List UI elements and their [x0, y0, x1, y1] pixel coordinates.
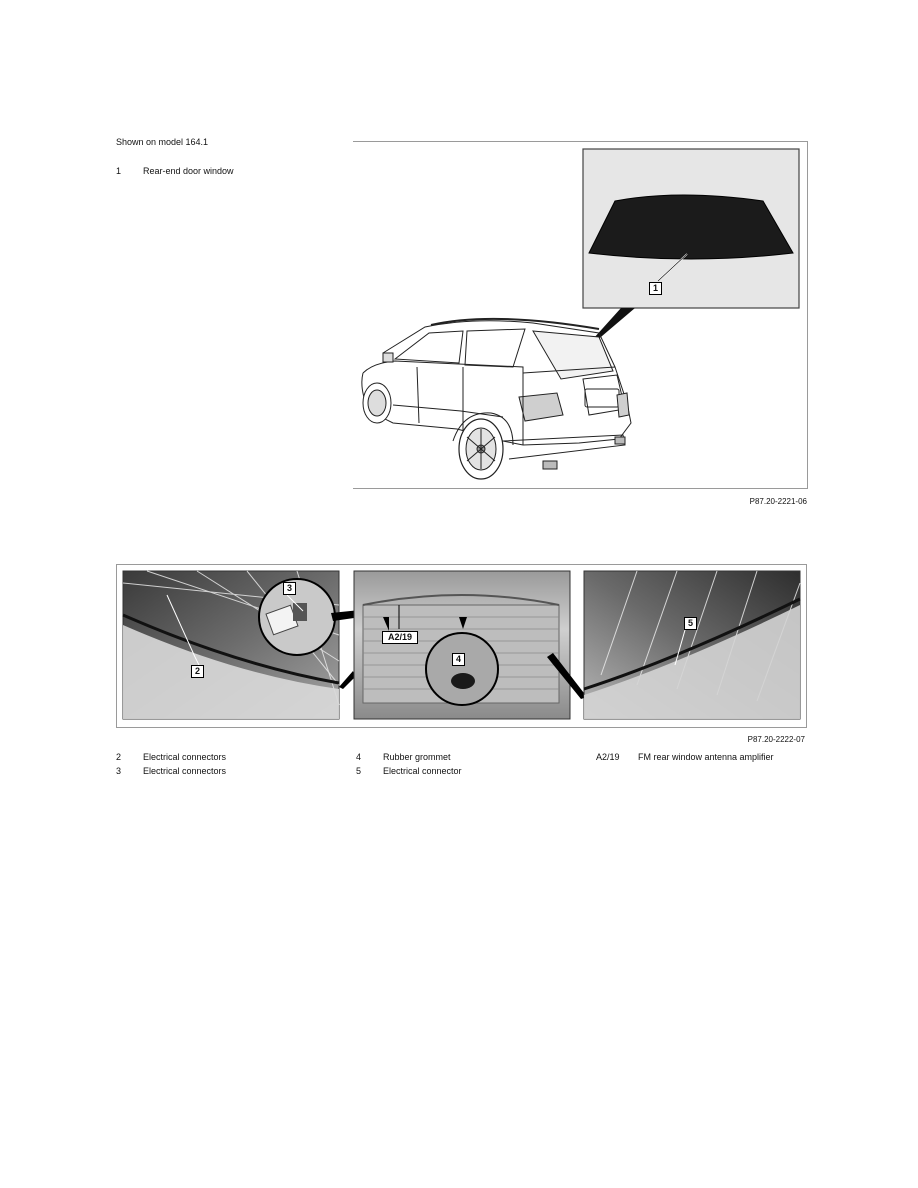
legend-item-number: A2/19: [596, 752, 620, 762]
legend-item-number: 1: [116, 166, 122, 176]
legend-item-text: Electrical connectors: [143, 766, 227, 776]
callout-3: 3: [283, 582, 296, 595]
callout-4: 4: [452, 653, 465, 666]
legend-item-text: FM rear window antenna amplifier: [638, 752, 774, 762]
figure-electrical-connectors: [116, 564, 807, 728]
photo-panel-right: [584, 571, 800, 719]
legend-item-text: Electrical connector: [383, 766, 462, 776]
callout-a2-19: A2/19: [382, 631, 418, 644]
figure-code: P87.20-2221-06: [749, 497, 807, 506]
callout-5: 5: [684, 617, 697, 630]
legend-item-number: 2: [116, 752, 122, 762]
callout-2: 2: [191, 665, 204, 678]
legend-item-number: 3: [116, 766, 122, 776]
photo-panel-left: [123, 571, 339, 719]
figure-code: P87.20-2222-07: [747, 735, 805, 744]
legend-item-number: 5: [356, 766, 362, 776]
legend-item-text: Rear-end door window: [143, 166, 234, 176]
legend-item-text: Electrical connectors: [143, 752, 227, 762]
legend-item-text: Rubber grommet: [383, 752, 451, 762]
legend-item-number: 4: [356, 752, 362, 762]
vehicle-illustration: [353, 141, 807, 488]
shown-on-model-caption: Shown on model 164.1: [116, 137, 209, 147]
callout-1: 1: [649, 282, 662, 295]
photo-panel-center: [354, 571, 570, 719]
figure-vehicle-rear-window: [353, 141, 808, 489]
connector-photos: [117, 565, 806, 727]
